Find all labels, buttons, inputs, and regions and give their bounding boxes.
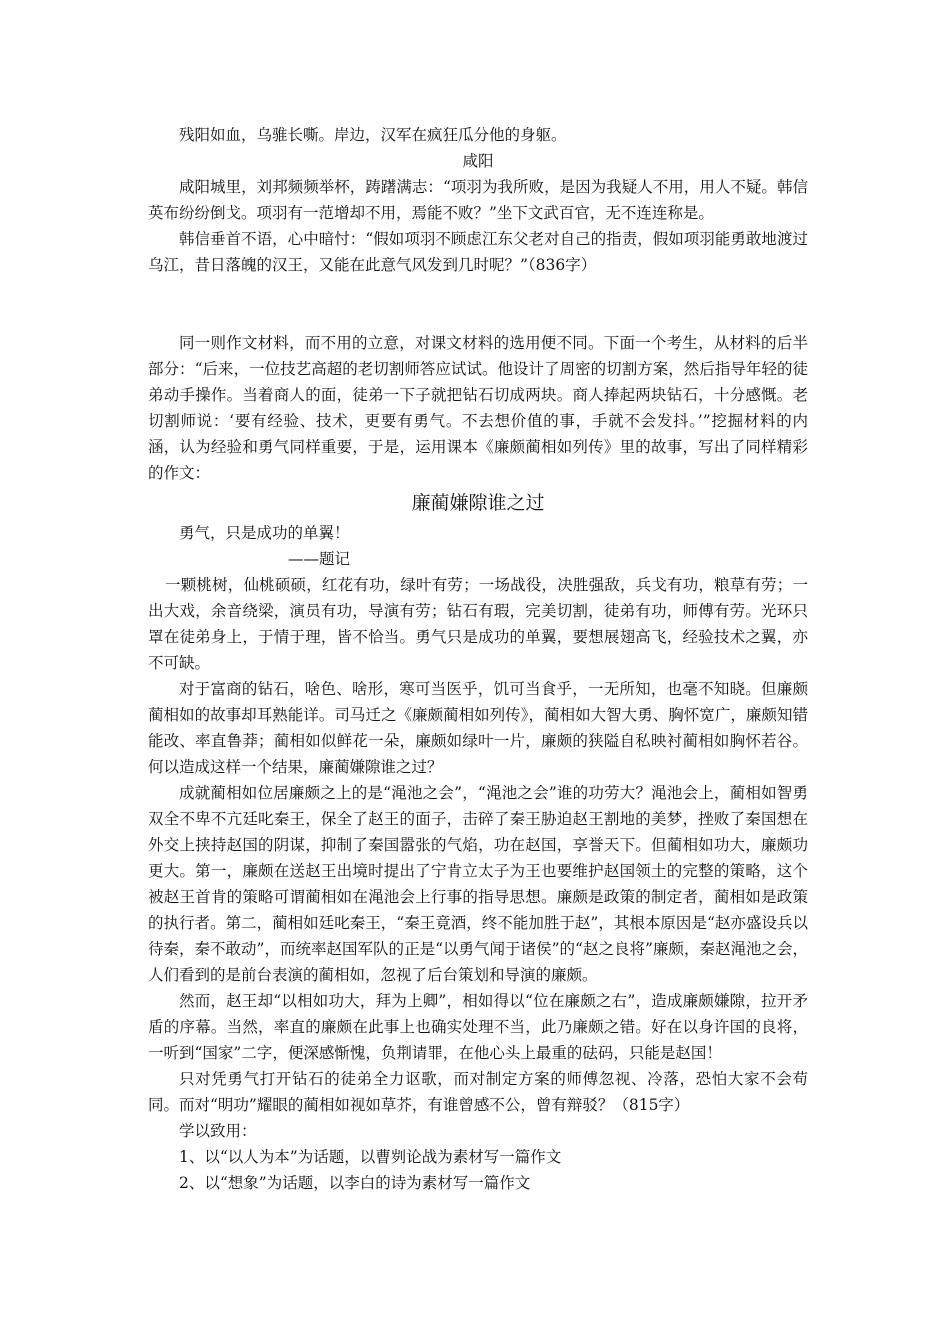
- apply-item-2: 2、以“想象”为话题，以李白的诗为素材写一篇作文: [179, 1174, 531, 1192]
- epigraph-sign: ——题记: [288, 550, 351, 568]
- essay-paragraph-1: 一颗桃树，仙桃硕硕，红花有功，绿叶有劳；一场战役，决胜强敌，兵戈有功，粮草有劳；一出大戏，余音绕梁，演员有功，导演有劳；钻石有瑕，完美切割，徒弟有功，师傅有劳。光环只罩在徒弟身上，于情于理，皆不恰当。勇气只是成功的单翼，要想展翅高飞，经验技术之翼，亦不可缺。: [148, 576, 808, 672]
- paragraph-xianyang-2: 韩信垂首不语，心中暗忖：“假如项羽不顾虑江东父老对自己的指责，假如项羽能勇敢地渡过乌江，昔日落魄的汉王，又能在此意气风发到几时呢？”（836字）: [148, 230, 808, 274]
- paragraph-end-wujiang: 残阳如血，乌骓长嘶。岸边，汉军在疯狂瓜分他的身躯。: [179, 126, 567, 144]
- essay-paragraph-5: 只对凭勇气打开钻石的徒弟全力讴歌，而对制定方案的师傅忽视、冷落，恐怕大家不会苟同。而对“明功”耀眼的蔺相如视如草芥，有谁曾感不公，曾有辩驳？（815字）: [148, 1070, 808, 1114]
- paragraph-xianyang-1: 咸阳城里，刘邦频频举杯，踌躇满志：“项羽为我所败，是因为我疑人不用，用人不疑。韩信英布纷纷倒戈。项羽有一范增却不用，焉能不败？”坐下文武百官，无不连连称是。: [148, 178, 808, 222]
- spacer: [148, 278, 808, 330]
- paragraph-intro: 同一则作文材料，而不用的立意，对课文材料的选用便不同。下面一个考生，从材料的后半部分：“后来，一位技艺高超的老切割师答应试试。他设计了周密的切割方案，然后指导年轻的徒弟动手操作。当着商人的面，徒弟一下子就把钻石切成两块。商人捧起两块钻石，十分感慨。老切割师说：‘要有经验、技术，更要有勇气。不去想价值的事，手就不会发抖。’”挖掘材料的内涵，认为经验和勇气同样重要，于是，运用课本《廉颇蔺相如列传》里的故事，写出了同样精彩的作文：: [148, 334, 808, 482]
- section-heading-xianyang: 咸阳: [462, 152, 494, 170]
- essay-paragraph-4: 然而，赵王却“以相如功大，拜为上卿”，相如得以“位在廉颇之右”，造成廉颇嫌隙，拉开矛盾的序幕。当然，率直的廉颇在此事上也确实处理不当，此乃廉颇之错。好在以身许国的良将，一听到“国家”二字，便深感惭愧，负荆请罪，在他心头上最重的砝码，只能是赵国！: [148, 992, 808, 1062]
- epigraph: 勇气，只是成功的单翼！: [179, 524, 350, 542]
- essay-paragraph-3: 成就蔺相如位居廉颇之上的是“渑池之会”，“渑池之会”谁的功劳大？渑池会上，蔺相如智勇双全不卑不亢廷叱秦王，保全了赵王的面子，击碎了秦王胁迫赵王割地的美梦，挫败了秦国想在外交上挟持赵国的阴谋，抑制了秦国嚣张的气焰，功在赵国，享誉天下。但蔺相如功大，廉颇功更大。第一，廉颇在送赵王出境时提出了宁肯立太子为王也要维护赵国领土的完整的策略，这个被赵王首肯的策略可谓蔺相如在渑池会上行事的指导思想。廉颇是政策的制定者，蔺相如是政策的执行者。第二，蔺相如廷叱秦王，“秦王竟酒，终不能加胜于赵”，其根本原因是“赵亦盛设兵以待秦，秦不敢动”，而统率赵国军队的正是“以勇气闻于诸侯”的“赵之良将”廉颇，秦赵渑池之会，人们看到的是前台表演的蔺相如，忽视了后台策划和导演的廉颇。: [148, 784, 808, 984]
- essay-title: 廉蔺嫌隙谁之过: [411, 492, 545, 514]
- apply-item-1: 1、以“以人为本”为话题，以曹刿论战为素材写一篇作文: [179, 1148, 562, 1166]
- document-page: [148, 122, 808, 1196]
- apply-heading: 学以致用：: [179, 1122, 257, 1140]
- essay-paragraph-2: 对于富商的钻石，啥色、啥形，寒可当医乎，饥可当食乎，一无所知，也毫不知晓。但廉颇蔺相如的故事却耳熟能详。司马迁之《廉颇蔺相如列传》，蔺相如大智大勇、胸怀宽广，廉颇知错能改、率直鲁莽；蔺相如似鲜花一朵，廉颇如绿叶一片，廉颇的狭隘自私映衬蔺相如胸怀若谷。何以造成这样一个结果，廉蔺嫌隙谁之过？: [148, 680, 808, 776]
